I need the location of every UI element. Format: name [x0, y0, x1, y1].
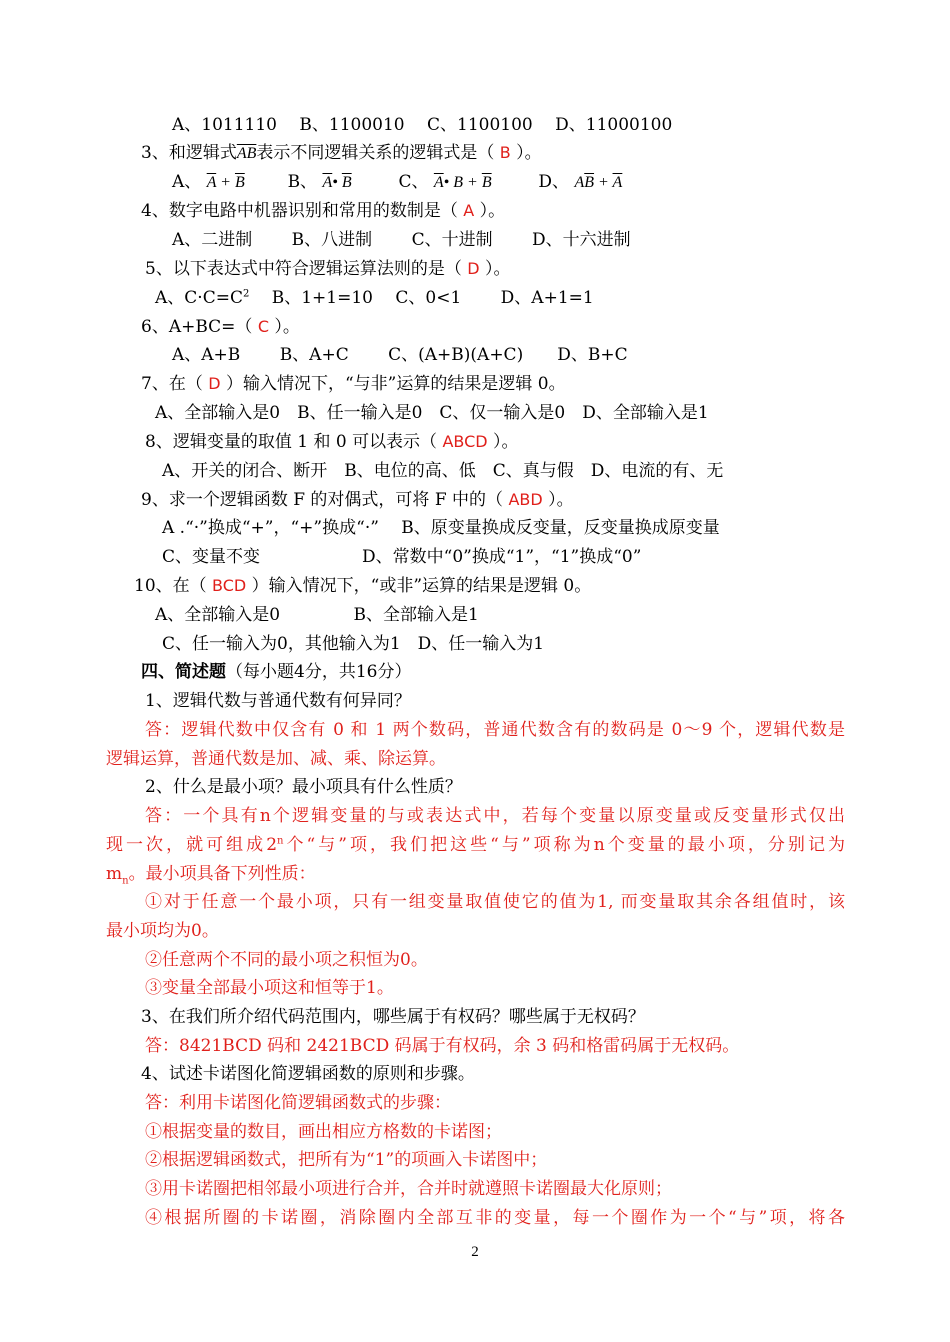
answer: ABD [508, 490, 543, 509]
q10-options-ab: A、全部输入是0 B、全部输入是1 [155, 605, 479, 625]
answer: BCD [212, 576, 247, 595]
question-3: 3、和逻辑式$\overline{AB}$表示不同逻辑关系的逻辑式是（ B ）。 [141, 143, 542, 163]
question-10: 10、在（ BCD ）输入情况下，“或非”运算的结果是逻辑 0。 [134, 576, 592, 596]
q6-options: A、A+B B、A+C C、(A+B)(A+C) D、B+C [172, 345, 628, 365]
answer: D [208, 374, 221, 393]
q4-options: A、二进制 B、八进制 C、十进制 D、十六进制 [172, 230, 631, 250]
property-2: ②任意两个不同的最小项之积恒为0。 [145, 950, 428, 970]
question-4: 4、数字电路中机器识别和常用的数制是（ A ）。 [141, 201, 506, 221]
q7-options: A、全部输入是0 B、任一输入是0 C、仅一输入是0 D、全部输入是1 [155, 403, 709, 423]
q3-options: A、 $\overline{A} + \overline{B}$ B、 $\overline{A}•$ $\overline{B}$ C、 $\overline{A}•$ $B + \overline{B}$ D、 $A\overline{B} + \overline{A}$ [172, 172, 623, 192]
answer-4-step-3: ③用卡诺圈把相邻最小项进行合并，合并时就遵照卡诺圈最大化原则； [145, 1179, 672, 1199]
short-question-2: 2、什么是最小项？最小项具有什么性质？ [145, 777, 462, 797]
q8-options: A、开关的闭合、断开 B、电位的高、低 C、真与假 D、电流的有、无 [162, 461, 724, 481]
answer-4-step-1: ①根据变量的数目，画出相应方格数的卡诺图； [145, 1122, 502, 1142]
section-4-title: 四、简述题（每小题4分，共16分） [141, 662, 412, 682]
q9-options-ab: A .“·”换成“+”，“+”换成“·” B、原变量换成反变量，反变量换成原变量 [162, 518, 720, 538]
answer-2-line-3: $m_n$。最小项具备下列性质： [106, 864, 316, 887]
property-3: ③变量全部最小项这和恒等于1。 [145, 978, 394, 998]
formula-d: $A\overline{B} + \overline{A}$ [574, 174, 623, 191]
formula-c: $\overline{A}•$ $B + \overline{B}$ [433, 174, 492, 191]
answer: ABCD [442, 432, 488, 451]
question-8: 8、逻辑变量的取值 1 和 0 可以表示（ ABCD ）。 [145, 432, 519, 452]
answer-4-step-2: ②根据逻辑函数式，把所有为“1”的项画入卡诺图中； [145, 1150, 548, 1170]
property-1-line-2: 最小项均为0。 [106, 921, 219, 941]
q10-options-cd: C、任一输入为0，其他输入为1 D、任一输入为1 [162, 634, 545, 654]
question-5: 5、以下表达式中符合逻辑运算法则的是（ D ）。 [145, 259, 511, 279]
question-7: 7、在（ D ）输入情况下，“与非”运算的结果是逻辑 0。 [141, 374, 566, 394]
answer-4-intro: 答：利用卡诺图化简逻辑函数式的步骤： [145, 1093, 451, 1113]
formula-a: $\overline{A} + \overline{B}$ [206, 174, 245, 191]
formula-b: $\overline{A}•$ $\overline{B}$ [322, 174, 352, 191]
q5-options: A、$C\cdot C=C^2$ B、1+1=10 C、0<1 D、A+1=1 [155, 288, 594, 308]
property-1-line-1: ①对于任意一个最小项，只有一组变量取值使它的值为1, 而变量取其余各组值时，该 [145, 892, 845, 912]
question-9: 9、求一个逻辑函数 F 的对偶式，可将 F 中的（ ABD ）。 [141, 490, 574, 510]
answer: C [257, 317, 269, 336]
short-question-4: 4、试述卡诺图化简逻辑函数的原则和步骤。 [141, 1064, 475, 1084]
page-number: 2 [471, 1244, 479, 1260]
expr-ab-bar: $\overline{AB}$ [236, 145, 257, 162]
answer: B [499, 143, 511, 162]
answer-1-line-1: 答：逻辑代数中仅含有 0 和 1 两个数码，普通代数含有的数码是 0～9 个，逻辑代数是 [145, 720, 845, 740]
answer-2-line-1: 答：一个具有n个逻辑变量的与或表达式中，若每个变量以原变量或反变量形式仅出 [145, 806, 845, 826]
short-question-1: 1、逻辑代数与普通代数有何异同？ [145, 691, 411, 711]
short-question-3: 3、在我们所介绍代码范围内，哪些属于有权码？哪些属于无权码？ [141, 1007, 645, 1027]
answer-4-step-4: ④根据所圈的卡诺圈，消除圈内全部互非的变量，每一个圈作为一个“与”项，将各 [145, 1208, 845, 1228]
q9-options-cd: C、变量不变 D、常数中“0”换成“1”，“1”换成“0” [162, 547, 642, 567]
answer: D [467, 259, 480, 278]
answer: A [463, 201, 475, 220]
answer-1-line-2: 逻辑运算，普通代数是加、减、乘、除运算。 [106, 749, 446, 769]
answer-3: 答：8421BCD 码和 2421BCD 码属于有权码，余 3 码和格雷码属于无权码。 [145, 1036, 740, 1056]
q2-options: A、1011110 B、1100010 C、1100100 D、11000100 [172, 115, 673, 135]
answer-2-line-2: 现一次，就可组成2$^n$个“与”项，我们把这些“与”项称为n个变量的最小项，分别记为 [106, 835, 845, 855]
question-6: 6、A+BC=（ C ）。 [141, 317, 300, 337]
